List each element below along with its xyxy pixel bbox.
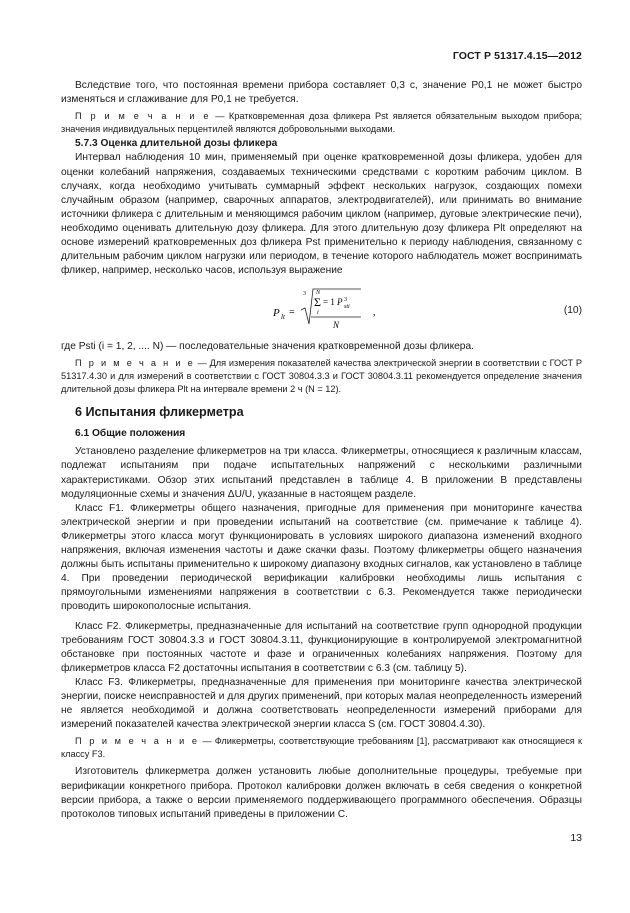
svg-text:,: , [373,307,376,319]
svg-text:P: P [337,297,343,308]
note-label: П р и м е ч а н и е [75,111,211,122]
note-text: — Кратковременная доза фликера Pst является обязательным выходом прибора; значения индивидуальных перцентилей являются добровольными выходами. [61,111,582,134]
svg-text:lt: lt [281,313,285,322]
document-body [61,79,582,822]
section-heading-6-1: 6.1 Общие положения [75,428,186,440]
paragraph-class-f1: Класс F1. Фликерметры общего назначения, пригодные для применения при мониторинге качества электрической энергии и при проведении испытаний на соответствие (см. примечание к таблице 4). Фликерметры этого класса могут функционировать в условиях широкого диапазона изменений входного напряжения, включая изменения частоты и даже скачки фазы. Поэтому фликерметры общего назначения должны быть испытаны применительно к широкому диапазону входных сигналов, как установлено в таблице 4. При проведении периодической верификации калибровки необходимы лишь испытания с прямоугольными изменениями напряжения в соответствии с 6.3. Рекомендуется также периодически проводить широкополосные испытания. [61,502,582,613]
section-heading-6: 6 Испытания фликерметра [75,405,244,420]
page-number: 13 [570,832,582,844]
formula-graphic [61,284,582,338]
note-class-f3 [61,735,582,760]
note-pst [61,110,582,135]
svg-text:P: P [273,307,280,320]
paragraph-long-term-flicker: Интервал наблюдения 10 мин, применяемый при оценке кратковременной дозы фликера, удобен для оценки колебаний напряжения, создаваемых техническими средствами с коротким рабочим циклом. В случаях, когда необходимо учитывать суммарный эффект нескольких нагрузок, создающих помехи случайным образом (например, сварочных аппаратов, электродвигателей), или принимать во внимание источники фликера с длительным и меняющимся рабочим циклом (например, дуговые электрические печи), необходимо оценивать длительную дозу фликера. Для этого длительную дозу фликера Plt определяют на основе измерений кратковременных доз фликера Pst применительно к периоду наблюдения, связанному с длительным рабочим циклом нагрузки или периодом, в течение которого наблюдатель может воспринимать фликер, например, несколько часов, используя выражение [61,152,582,277]
note-text: — Для измерения показателей качества электрической энергии в соответствии с ГОСТ Р 51317.4.30 и для измерений в соответствии с ГОСТ 30804.3.3 и ГОСТ 30804.3.11 рекомендуется определение значения длительной дозы фликера Plt на интервале времени 2 ч (N = 12). [61,358,582,394]
note-label: П р и м е ч а н и е [75,358,195,369]
svg-text:N: N [316,290,321,297]
svg-text:Σ: Σ [314,295,321,310]
paragraph-classes: Установлено разделение фликерметров на три класса. Фликерметры, относящиеся к различным классам, подлежат испытаниям при подаче испытательных напряжений с несколькими различными характеристиками. Обзор этих испытаний представлен в таблице 4. В приложении В представлены модуляционные схемы и значения ΔU/U, указанные в настоящем разделе. [61,446,582,500]
formula-plt [61,284,582,338]
note-text: — Фликерметры, соответствующие требованиям [1], рассматривают как относящиеся к классу F3. [61,736,582,759]
document-header: ГОСТ Р 51317.4.15—2012 [452,50,582,62]
paragraph-where: где Psti (i = 1, 2, .... N) — последовательные значения кратковременной дозы фликера. [61,341,474,353]
svg-text:sti: sti [344,304,350,311]
svg-text:3: 3 [303,291,306,298]
section-heading-5-7-3: 5.7.3 Оценка длительной дозы фликера [75,138,278,150]
svg-text:3: 3 [344,297,347,304]
svg-text:=: = [289,307,295,319]
note-label: П р и м е ч а н и е [75,736,200,747]
paragraph-class-f3: Класс F3. Фликерметры, предназначенные для применения при мониторинге качества электрической энергии, поиске неисправностей и для других применений, при которых малая неопределенность измерений не является необходимой и должна соответствовать неопределенности измерений приборами для измерений показателей качества электрической энергии класса S (см. ГОСТ 30804.4.30). [61,676,582,731]
paragraph-time-constant: Вследствие того, что постоянная времени прибора составляет 0,3 с, значение P0,1 не может быстро изменяться и сглаживание для P0,1 не требуется. [61,80,582,106]
svg-text:i: i [317,310,319,317]
paragraph-manufacturer: Изготовитель фликерметра должен установить любые дополнительные процедуры, требуемые при верификации конкретного прибора. Протокол калибровки должен включать в себя сведения о конкретной версии прибора, а также о версии применяемого поддерживающего программного обеспечения. Образцы протоколов типовых испытаний приведены в приложении С. [61,766,582,820]
paragraph-class-f2: Класс F2. Фликерметры, предназначенные для испытаний на соответствие групп однородной продукции требованиям ГОСТ 30804.3.3 и ГОСТ 30804.3.11, функционирующие в контролируемой электромагнитной обстановке при постоянных частоте и фазе и ограниченных колебаниях напряжения. Поэтому для фликерметров класса F2 достаточны испытания в соответствии с 6.3 (см. таблицу 5). [61,620,582,674]
svg-text:= 1: = 1 [323,297,335,308]
svg-text:N: N [333,320,340,331]
formula-number: (10) [563,305,582,317]
note-plt-interval [61,357,582,395]
